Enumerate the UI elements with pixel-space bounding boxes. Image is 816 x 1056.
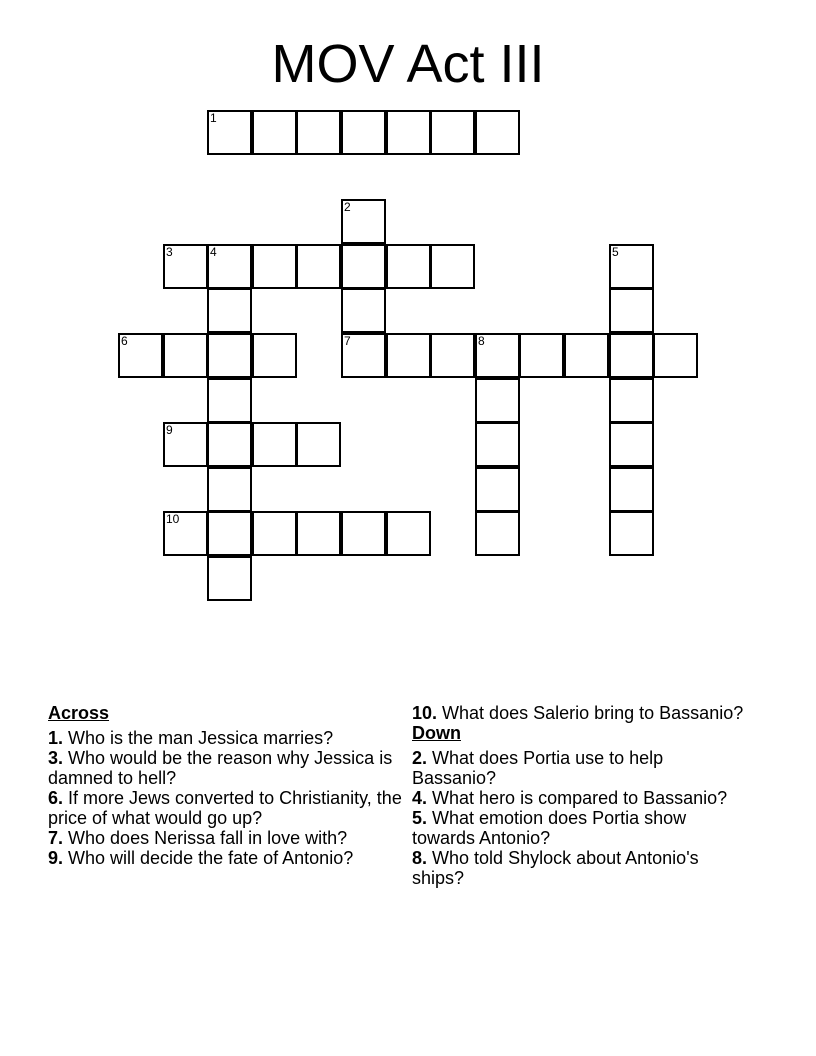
clue-text: Who told Shylock about Antonio's ships? xyxy=(412,848,699,888)
clue-text: Who does Nerissa fall in love with? xyxy=(68,828,348,848)
grid-cell[interactable] xyxy=(519,333,564,378)
grid-cell[interactable] xyxy=(609,378,654,423)
cell-number: 7 xyxy=(344,334,351,348)
grid-cell[interactable] xyxy=(296,511,341,556)
grid-cell[interactable] xyxy=(207,467,252,512)
cell-number: 2 xyxy=(344,200,351,214)
grid-cell[interactable] xyxy=(430,333,475,378)
grid-cell[interactable] xyxy=(207,511,252,556)
grid-cell[interactable] xyxy=(207,288,252,333)
clue-number: 2. xyxy=(412,748,428,768)
clue-across-10 xyxy=(412,703,752,723)
grid-cell[interactable] xyxy=(341,333,386,378)
grid-cell[interactable] xyxy=(609,288,654,333)
grid-cell[interactable] xyxy=(475,110,520,155)
cell-number: 4 xyxy=(210,245,217,259)
grid-cell[interactable] xyxy=(475,467,520,512)
clue-text: What does Portia use to help Bassanio? xyxy=(412,748,664,788)
grid-cell[interactable] xyxy=(207,378,252,423)
clue-text: What hero is compared to Bassanio? xyxy=(432,788,728,808)
grid-cell[interactable] xyxy=(341,110,386,155)
grid-cell[interactable] xyxy=(252,511,297,556)
grid-cell[interactable] xyxy=(430,244,475,289)
grid-cell[interactable] xyxy=(207,333,252,378)
clue-text: If more Jews converted to Christianity, the price of what would go up? xyxy=(48,788,402,828)
grid-cell[interactable] xyxy=(475,422,520,467)
grid-cell[interactable] xyxy=(252,244,297,289)
grid-cell[interactable] xyxy=(163,422,208,467)
grid-cell[interactable] xyxy=(609,422,654,467)
grid-cell[interactable] xyxy=(163,511,208,556)
grid-cell[interactable] xyxy=(296,110,341,155)
grid-cell[interactable] xyxy=(609,244,654,289)
grid-cell[interactable] xyxy=(207,110,252,155)
cell-number: 1 xyxy=(210,111,217,125)
cell-number: 3 xyxy=(166,245,173,259)
clue-number: 4. xyxy=(412,788,428,808)
page-title: MOV Act III xyxy=(271,34,545,94)
cell-number: 6 xyxy=(121,334,128,348)
clue-text: Who is the man Jessica marries? xyxy=(68,728,334,748)
grid-cell[interactable] xyxy=(163,244,208,289)
clue-number: 6. xyxy=(48,788,64,808)
grid-cell[interactable] xyxy=(430,110,475,155)
clue-text: Who will decide the fate of Antonio? xyxy=(68,848,354,868)
clue-down-5 xyxy=(412,808,752,848)
down-heading: Down xyxy=(412,723,461,743)
grid-cell[interactable] xyxy=(207,422,252,467)
grid-cell[interactable] xyxy=(252,333,297,378)
grid-cell[interactable] xyxy=(118,333,163,378)
clue-number: 9. xyxy=(48,848,64,868)
grid-cell[interactable] xyxy=(475,511,520,556)
cell-number: 5 xyxy=(612,245,619,259)
grid-cell[interactable] xyxy=(207,556,252,601)
grid-cell[interactable] xyxy=(341,511,386,556)
clue-down-4 xyxy=(412,788,752,808)
across-heading: Across xyxy=(48,703,110,723)
grid-cell[interactable] xyxy=(609,511,654,556)
clue-across-3 xyxy=(48,748,404,788)
clue-number: 5. xyxy=(412,808,428,828)
clue-across-1 xyxy=(48,728,404,748)
cell-number: 8 xyxy=(478,334,485,348)
clue-across-9 xyxy=(48,848,404,868)
grid-cell[interactable] xyxy=(609,333,654,378)
grid-cell[interactable] xyxy=(386,110,431,155)
grid-cell[interactable] xyxy=(252,110,297,155)
grid-cell[interactable] xyxy=(341,288,386,333)
grid-cell[interactable] xyxy=(653,333,698,378)
grid-cell[interactable] xyxy=(386,333,431,378)
grid-cell[interactable] xyxy=(341,244,386,289)
grid-cell[interactable] xyxy=(386,244,431,289)
cell-number: 10 xyxy=(166,512,180,526)
clue-across-6 xyxy=(48,788,404,828)
grid-cell[interactable] xyxy=(207,244,252,289)
grid-cell[interactable] xyxy=(163,333,208,378)
grid-cell[interactable] xyxy=(296,422,341,467)
grid-cell[interactable] xyxy=(564,333,609,378)
cell-number: 9 xyxy=(166,423,173,437)
clue-text: What does Salerio bring to Bassanio? xyxy=(442,703,744,723)
clue-number: 10. xyxy=(412,703,438,723)
clue-number: 8. xyxy=(412,848,428,868)
grid-cell[interactable] xyxy=(475,333,520,378)
clue-across-7 xyxy=(48,828,404,848)
clue-text: Who would be the reason why Jessica is damned to hell? xyxy=(48,748,393,788)
clue-down-8 xyxy=(412,848,752,888)
grid-cell[interactable] xyxy=(386,511,431,556)
clues-right-column xyxy=(412,703,752,888)
grid-cell[interactable] xyxy=(609,467,654,512)
grid-cell[interactable] xyxy=(341,199,386,244)
grid-cell[interactable] xyxy=(296,244,341,289)
clue-number: 3. xyxy=(48,748,64,768)
clue-number: 7. xyxy=(48,828,64,848)
clue-down-2 xyxy=(412,748,752,788)
clue-text: What emotion does Portia show towards Antonio? xyxy=(412,808,687,848)
clue-number: 1. xyxy=(48,728,64,748)
clues-left-column xyxy=(48,703,404,868)
grid-cell[interactable] xyxy=(252,422,297,467)
grid-cell[interactable] xyxy=(475,378,520,423)
